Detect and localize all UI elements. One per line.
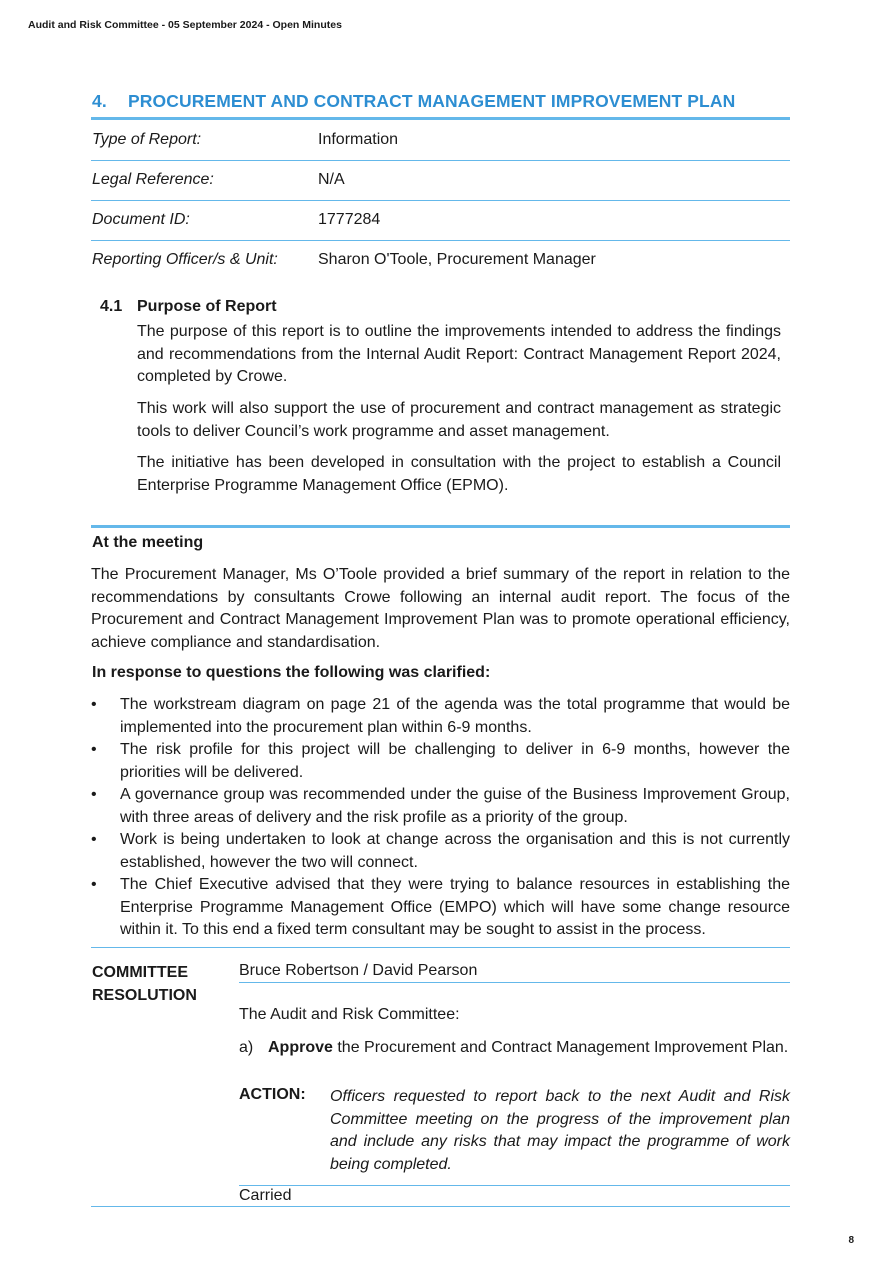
resolution-bottom-divider [91,1206,790,1207]
questions-heading: In response to questions the following was clarified: [92,664,491,681]
resolution-intro: The Audit and Risk Committee: [239,1006,460,1023]
resolution-movers: Bruce Robertson / David Pearson [239,962,478,979]
list-item [91,829,790,874]
resolution-item-verb: Approve [268,1039,333,1056]
purpose-paragraph: The purpose of this report is to outline the improvements intended to address the findings and recommendations from the Internal Audit Report: Contract Management Report 2024, completed by Crowe. [137,323,781,385]
meta-row-officer [91,240,790,280]
resolution-top-divider [91,947,790,948]
list-item [91,784,790,829]
meeting-heading: At the meeting [92,534,204,551]
bullet: • [91,786,97,803]
meta-label: Type of Report: [92,131,202,148]
bullet: • [91,741,97,758]
list-item [91,874,790,942]
list-item [91,694,790,739]
meta-row-type [91,120,790,161]
item-title-text: PROCUREMENT AND CONTRACT MANAGEMENT IMPROVEMENT PLAN [128,91,736,111]
list-item-text: A governance group was recommended under the guise of the Business Improvement Group, with three areas of delivery and the risk profile as a priority of the group. [120,786,790,826]
resolution-label [92,962,197,1007]
meta-value: Information [318,131,399,148]
item-number: 4. [92,91,107,111]
list-item-text: Work is being undertaken to look at change across the organisation and this is not currently established, however the two will connect. [120,831,790,871]
clarifications-list [91,694,790,942]
meta-row-legal [91,160,790,201]
resolution-label-line: COMMITTEE [92,964,188,981]
list-item-text: The Chief Executive advised that they were trying to balance resources in establishing the Enterprise Programme Management Office (EMPO) which will have some change resource within it. To this end a fixed term consultant may be sought to assist in the process. [120,876,790,938]
section-divider [91,525,790,528]
meta-label: Reporting Officer/s & Unit: [92,251,278,268]
item-title [92,91,790,112]
purpose-paragraph: The initiative has been developed in consultation with the project to establish a Council Enterprise Programme Management Office (EPMO). [137,454,781,494]
purpose-paragraph: This work will also support the use of procurement and contract management as strategic tools to deliver Council’s work programme and asset management. [137,400,781,440]
list-item-text: The risk profile for this project will be challenging to deliver in 6-9 months, however the priorities will be delivered. [120,741,790,781]
action-label: ACTION: [239,1086,306,1103]
movers-divider [239,982,790,983]
meeting-summary: The Procurement Manager, Ms O’Toole provided a brief summary of the report in relation to the recommendations by consultants Crowe following an internal audit report. The focus of the Procurement and Contract Management Improvement Plan was to promote operational efficiency, achieve compliance and standardisation. [91,566,790,651]
meta-value: N/A [318,171,345,188]
bullet: • [91,696,97,713]
meta-row-document-id [91,200,790,241]
resolution-label-line: RESOLUTION [92,986,197,1004]
list-item [91,739,790,784]
meta-value: Sharon O'Toole, Procurement Manager [318,251,596,268]
section-number: 4.1 [100,298,123,315]
page-number: 8 [848,1235,854,1246]
resolution-outcome: Carried [239,1187,292,1204]
meta-value: 1777284 [318,211,381,228]
bullet: • [91,831,97,848]
list-item-text: The workstream diagram on page 21 of the agenda was the total programme that would be implemented into the procurement plan within 6-9 months. [120,696,790,736]
section-heading: Purpose of Report [137,298,277,315]
resolution-item-rest: the Procurement and Contract Management Improvement Plan. [332,1039,789,1056]
resolution-item-text [268,1037,790,1060]
bullet: • [91,876,97,893]
meta-label: Legal Reference: [92,171,214,188]
running-header: Audit and Risk Committee - 05 September 2024 - Open Minutes [28,19,342,31]
action-text: Officers requested to report back to the next Audit and Risk Committee meeting on the progress of the improvement plan and include any risks that may impact the programme of work being completed. [330,1088,790,1173]
meta-label: Document ID: [92,211,190,228]
outcome-divider [239,1185,790,1186]
resolution-item-letter: a) [239,1039,254,1056]
